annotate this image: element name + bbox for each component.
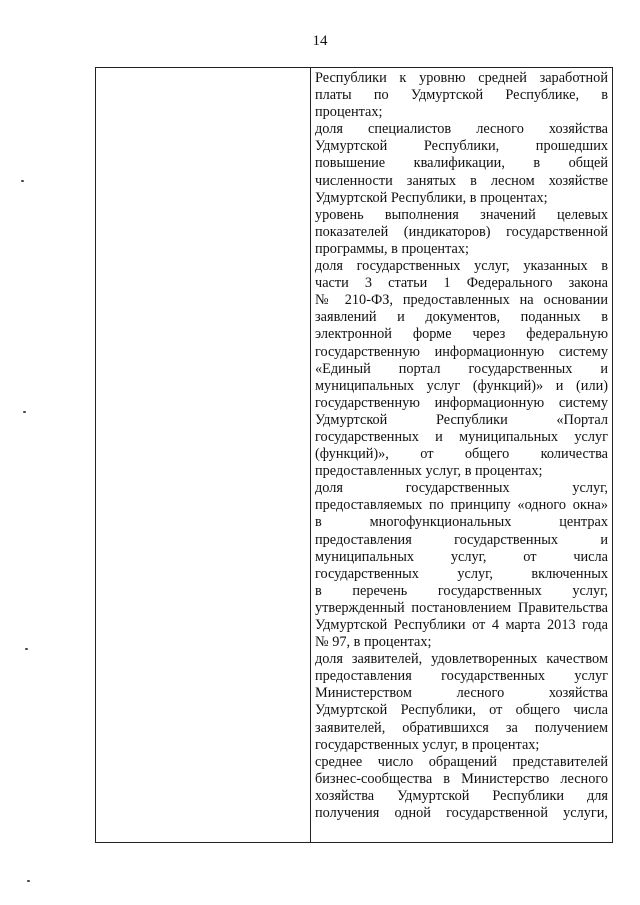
text-line: государственную информационную систему	[315, 394, 608, 411]
text-line: Министерством лесного хозяйства	[315, 685, 608, 702]
indicator-text-cell	[315, 70, 608, 822]
text-line: предоставления государственных и	[315, 531, 608, 548]
text-line: заявителей, обратившихся за получением	[315, 719, 608, 736]
indicator-table	[95, 67, 613, 843]
text-line: Удмуртской Республики, прошедших	[315, 138, 608, 155]
text-line: № 210-ФЗ, предоставленных на основании	[315, 292, 608, 309]
text-line: хозяйства Удмуртской Республики для	[315, 787, 608, 804]
text-line: части 3 статьи 1 Федерального закона	[315, 275, 608, 292]
text-line: в перечень государственных услуг,	[315, 582, 608, 599]
text-line: государственных услуг, в процентах;	[315, 736, 540, 753]
text-line: предоставления государственных услуг	[315, 668, 608, 685]
scan-speck	[27, 880, 30, 882]
text-line: Республики к уровню средней заработной	[315, 70, 608, 86]
text-line: доля государственных услуг, указанных в	[315, 258, 608, 275]
text-line: доля заявителей, удовлетворенных качеством	[315, 651, 608, 668]
text-line: муниципальных услуг, от числа	[315, 548, 608, 565]
text-line: (функций)», от общего количества	[315, 446, 608, 463]
text-line: Удмуртской Республики от 4 марта 2013 года	[315, 617, 608, 633]
text-line: получения одной государственной услуги,	[315, 805, 608, 822]
text-line: государственных услуг, включенных	[315, 565, 608, 582]
text-line: Удмуртской Республики «Портал	[315, 411, 608, 428]
text-line: «Единый портал государственных и	[315, 360, 608, 377]
text-line: программы, в процентах;	[315, 240, 469, 257]
text-line: среднее число обращений представителей	[315, 753, 608, 770]
text-line: заявлений и документов, поданных в	[315, 309, 608, 326]
text-line: процентах;	[315, 104, 383, 121]
text-line: в многофункциональных центрах	[315, 514, 608, 531]
text-line: уровень выполнения значений целевых	[315, 206, 608, 223]
scan-speck	[21, 180, 24, 182]
text-line: Удмуртской Республики, в процентах;	[315, 189, 548, 206]
text-line: доля специалистов лесного хозяйства	[315, 121, 608, 138]
text-line: показателей (индикаторов) государственной	[315, 223, 608, 240]
text-line: повышение квалификации, в общей	[315, 155, 608, 172]
text-line: утвержденный постановлением Правительства	[315, 599, 608, 616]
text-line: бизнес-сообщества в Министерство лесного	[315, 770, 608, 787]
text-line: платы по Удмуртской Республике, в	[315, 87, 608, 104]
text-line: государственную информационную систему	[315, 343, 608, 360]
scan-speck	[25, 648, 28, 650]
text-line: государственных и муниципальных услуг	[315, 428, 608, 445]
text-line: № 97, в процентах;	[315, 634, 432, 651]
text-line: предоставленных услуг, в процентах;	[315, 463, 543, 480]
text-line: Удмуртской Республики, от общего числа	[315, 702, 608, 719]
page-number: 14	[312, 33, 328, 49]
text-line: муниципальных услуг (функций)» и (или)	[315, 377, 608, 394]
text-line: численности занятых в лесном хозяйстве	[315, 172, 608, 189]
scan-speck	[23, 411, 26, 413]
text-line: электронной форме через федеральную	[315, 326, 608, 343]
text-line: предоставляемых по принципу «одного окна»	[315, 497, 608, 514]
text-line: доля государственных услуг,	[315, 480, 608, 497]
column-divider	[310, 68, 311, 842]
